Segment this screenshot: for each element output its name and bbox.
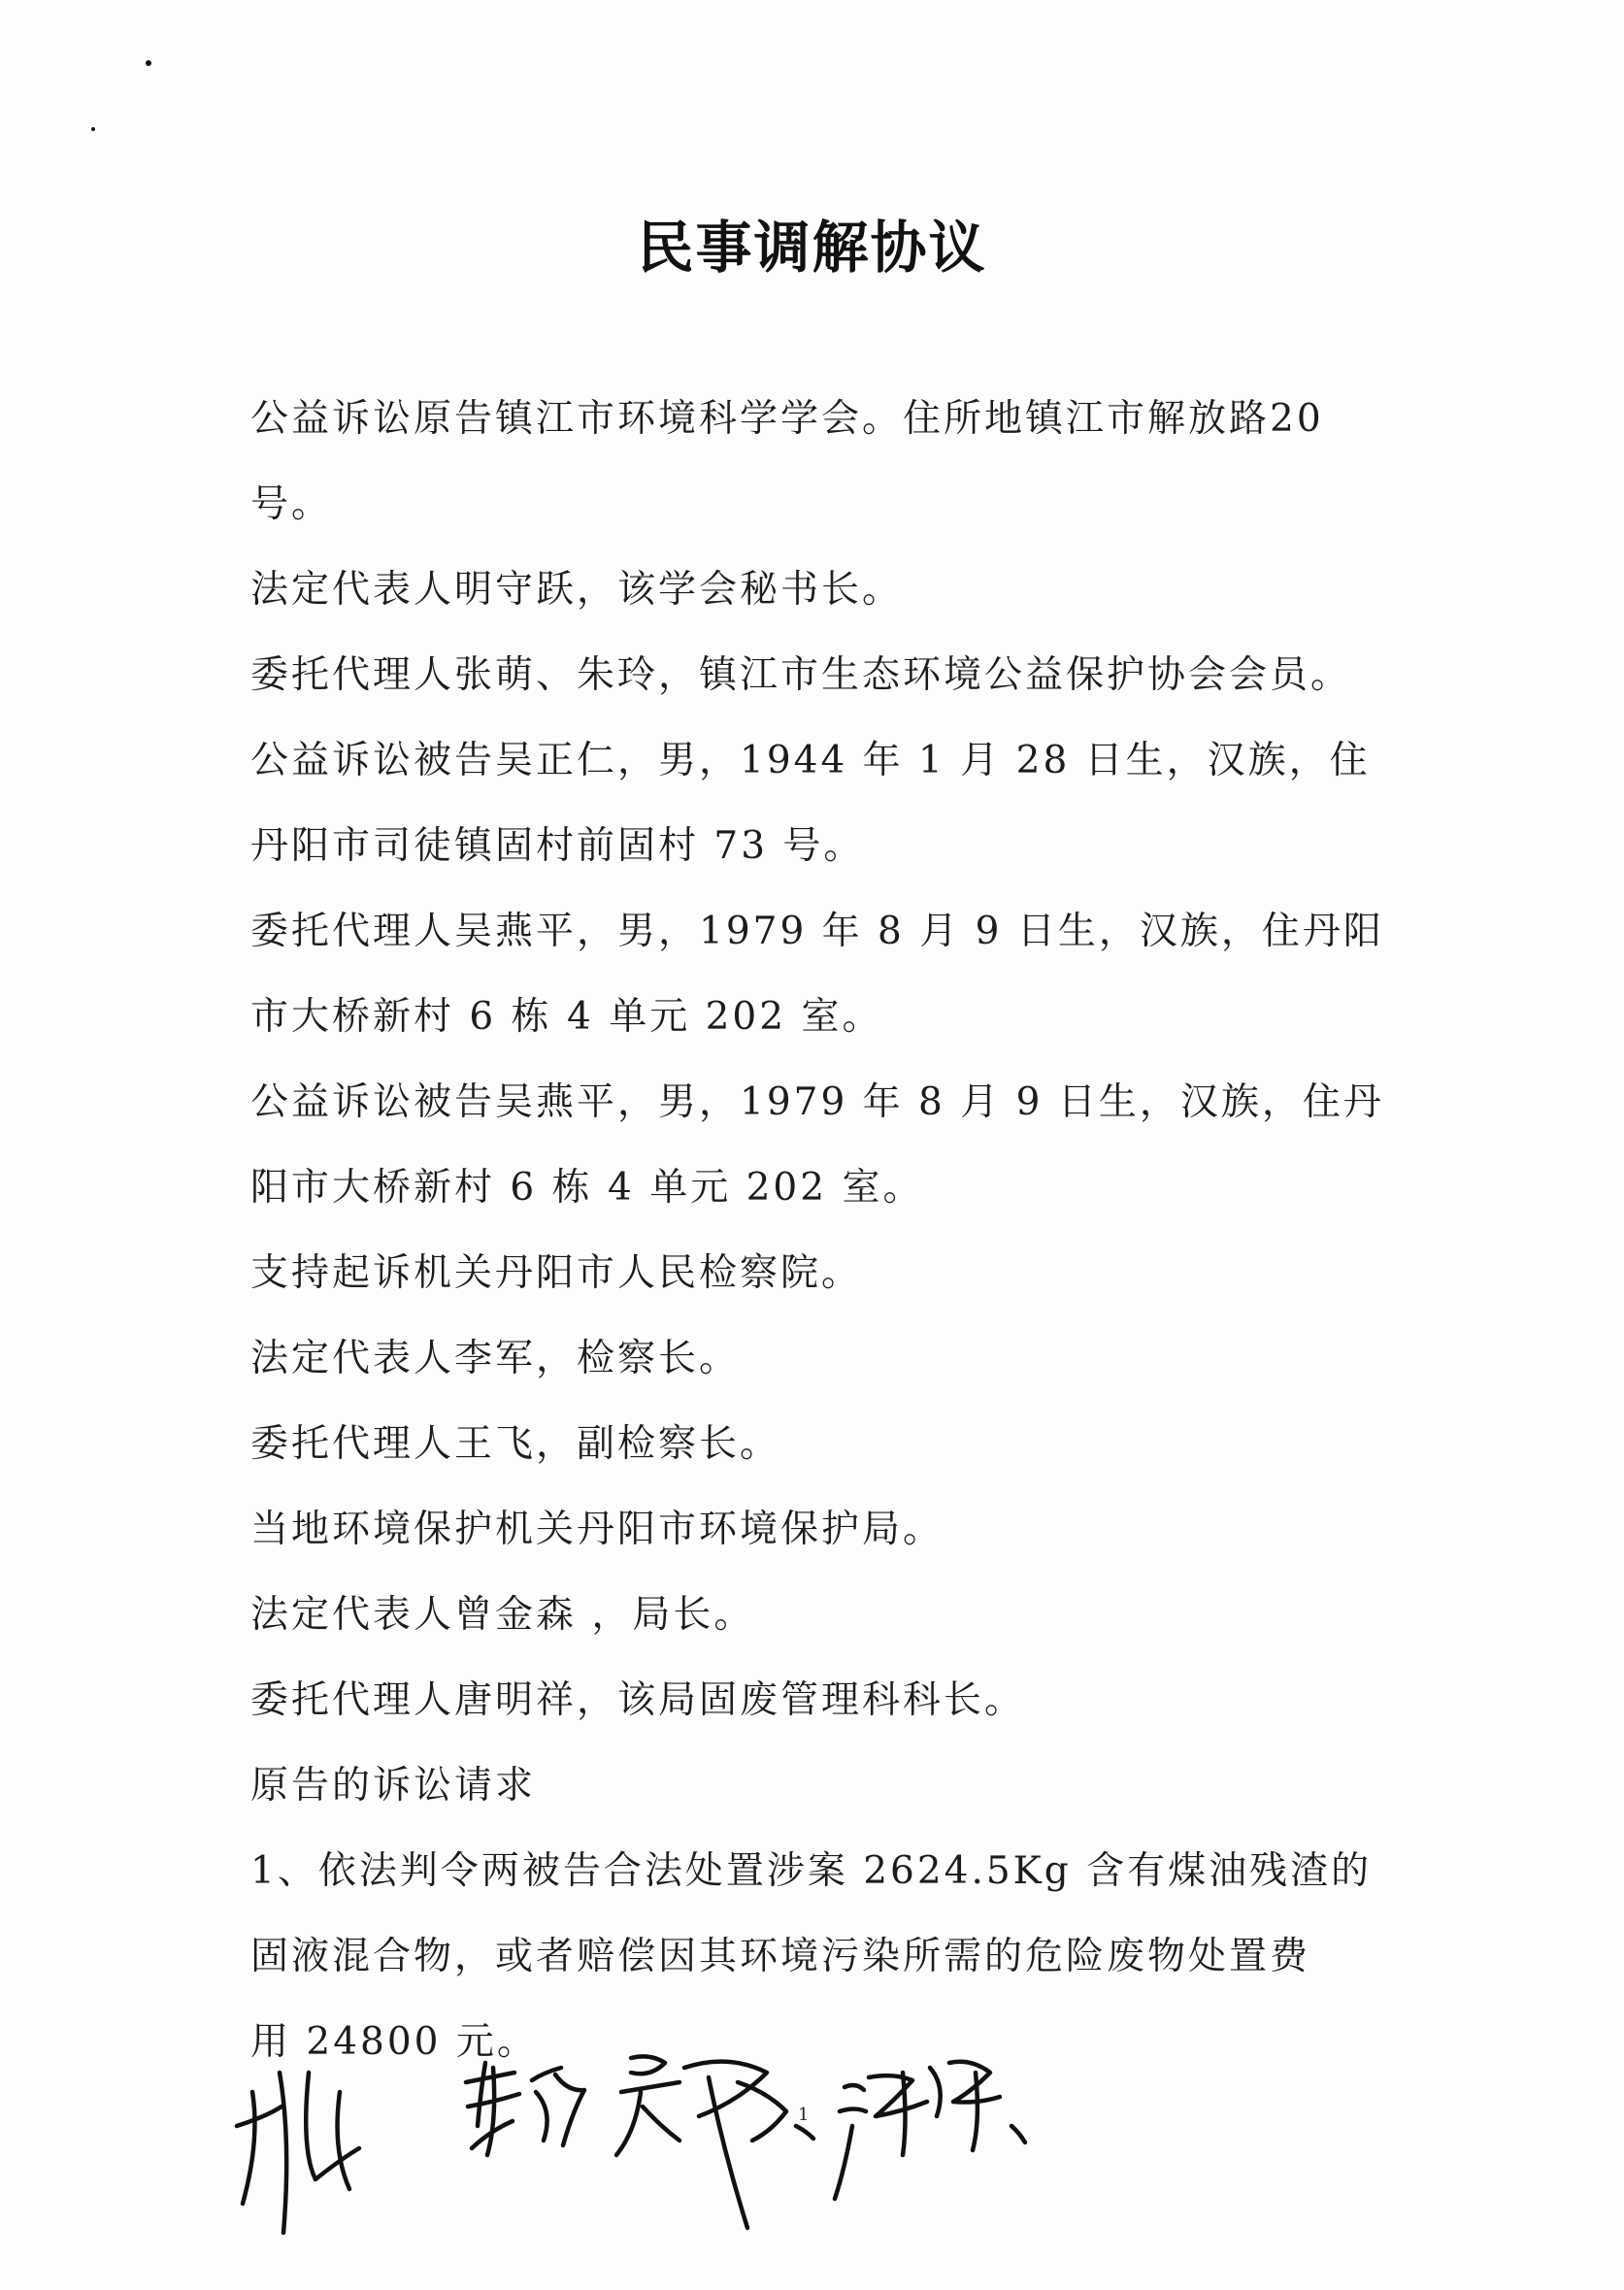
page-number: 1 [798,2105,810,2125]
body-line: 公益诉讼原告镇江市环境科学学会。住所地镇江市解放路20 [250,397,1324,441]
signature-2 [466,2063,584,2155]
document-body [250,377,1384,2085]
body-line: 号。 [250,482,333,526]
signature-area [223,2034,1097,2247]
body-line: 丹阳市司徒镇固村前固村 73 号。 [250,824,865,868]
body-line: 法定代表人李军，检察长。 [250,1337,741,1380]
body-line: 用 24800 元。 [250,2020,538,2064]
signature-3 [616,2056,813,2228]
signature-1 [237,2073,359,2233]
body-line: 阳市大桥新村 6 栋 4 单元 202 室。 [250,1166,924,1210]
signature-4 [835,2062,1025,2199]
document-title: 民事调解协议 [637,215,987,281]
body-line: 法定代表人明守跃，该学会秘书长。 [250,568,904,612]
body-line: 当地环境保护机关丹阳市环境保护局。 [250,1508,945,1551]
body-line: 固液混合物，或者赔偿因其环境污染所需的危险废物处置费 [250,1935,1311,1978]
body-line: 市大桥新村 6 栋 4 单元 202 室。 [250,995,883,1039]
body-line: 原告的诉讼请求 [250,1764,537,1808]
body-line: 委托代理人吴燕平，男，1979 年 8 月 9 日生，汉族，住丹阳 [250,910,1384,953]
body-line: 1、依法判令两被告合法处置涉案 2624.5Kg 含有煤油残渣的 [250,1849,1373,1893]
body-line: 公益诉讼被告吴正仁，男，1944 年 1 月 28 日生，汉族，住 [250,739,1371,782]
body-line: 委托代理人王飞，副检察长。 [250,1422,781,1466]
body-line: 公益诉讼被告吴燕平，男，1979 年 8 月 9 日生，汉族，住丹 [250,1080,1384,1124]
body-line: 委托代理人张萌、朱玲，镇江市生态环境公益保护协会会员。 [250,653,1352,697]
body-line: 委托代理人唐明祥，该局固废管理科科长。 [250,1678,1026,1722]
scan-speck [146,60,151,66]
scan-speck [91,127,95,131]
body-line: 支持起诉机关丹阳市人民检察院。 [250,1251,863,1295]
body-line: 法定代表人曾金森 ，局长。 [250,1593,755,1637]
handwritten-signatures [223,2034,1097,2247]
